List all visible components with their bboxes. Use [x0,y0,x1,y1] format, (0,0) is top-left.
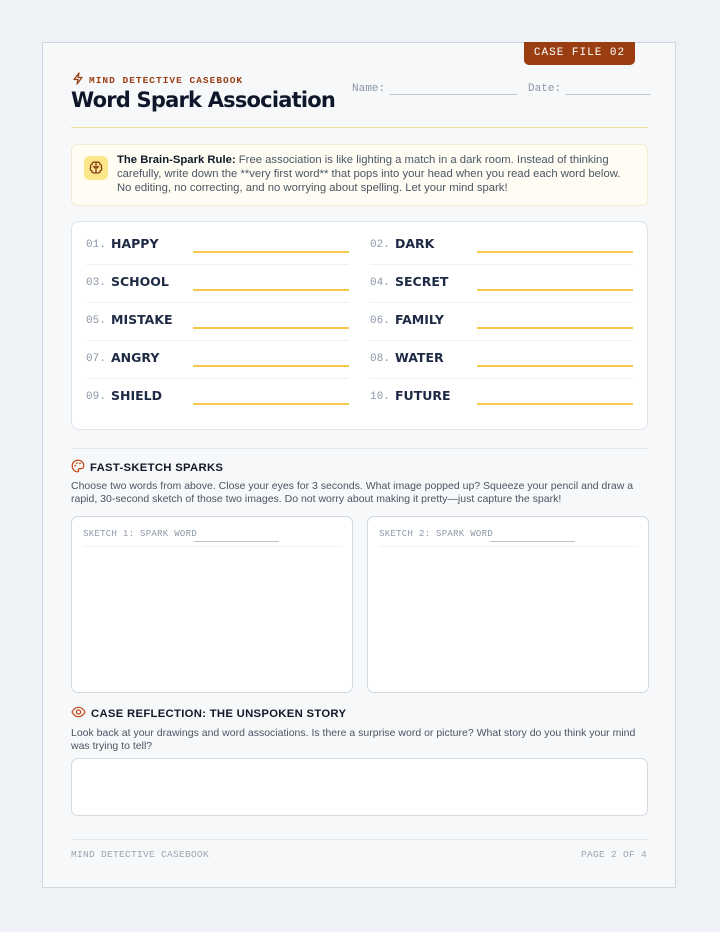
word-number: 09. [86,391,106,403]
eye-icon [71,706,86,721]
word-item [370,265,633,303]
reflection-prompt: Look back at your drawings and word associations. Is there a surprise word or picture? What story do you think your mind was trying to tell? [71,727,636,752]
rule-body: Free association is like lighting a match in a dark room. Instead of thinking carefully, write down the **very first word** that pops into your head when you read each word below. No editing, no correcting, and no worrying about spelling. Let your mind spark! [117,154,621,194]
word-item [370,379,633,417]
answer-line[interactable] [477,403,633,405]
word-number: 01. [86,239,106,251]
sketch-section-title: FAST-SKETCH SPARKS [90,461,224,474]
prompt-word: WATER [395,350,444,365]
case-file-badge: CASE FILE 02 [524,42,635,65]
word-number: 10. [370,391,390,403]
answer-line[interactable] [193,327,349,329]
answer-line[interactable] [193,365,349,367]
word-item [86,227,349,265]
sketch-label: SKETCH 2: SPARK WORD [379,529,494,539]
word-number: 04. [370,277,390,289]
answer-line[interactable] [193,403,349,405]
spark-word-line[interactable] [490,541,575,542]
sketch-box-1[interactable] [71,516,353,693]
word-item [370,303,633,341]
date-input-line[interactable] [566,80,650,95]
word-number: 08. [370,353,390,365]
answer-line[interactable] [477,251,633,253]
reflection-answer-box[interactable] [71,758,648,816]
prompt-word: ANGRY [111,350,160,365]
prompt-word: MISTAKE [111,312,173,327]
sketch-box-2[interactable] [367,516,649,693]
brain-icon [84,156,108,180]
name-field[interactable] [352,80,517,95]
eyebrow-label: MIND DETECTIVE CASEBOOK [89,74,244,86]
date-field[interactable] [528,80,650,95]
name-label: Name: [352,83,386,95]
lightning-icon [72,72,84,88]
section-divider [71,448,648,449]
name-input-line[interactable] [390,80,517,95]
word-number: 06. [370,315,390,327]
word-association-list [71,221,648,430]
prompt-word: SCHOOL [111,274,169,289]
prompt-word: HAPPY [111,236,159,251]
sketch-section-heading [71,459,223,476]
casebook-eyebrow [72,72,243,88]
word-number: 03. [86,277,106,289]
palette-icon [71,459,85,476]
word-number: 07. [86,353,106,365]
prompt-word: SECRET [395,274,449,289]
answer-line[interactable] [477,289,633,291]
brain-spark-rule-callout [71,144,648,206]
spark-word-line[interactable] [194,541,279,542]
rule-heading: The Brain-Spark Rule: [117,154,236,166]
footer-casebook: MIND DETECTIVE CASEBOOK [71,849,210,860]
sketch-header-divider [379,546,637,547]
header-divider [71,127,648,128]
page-title: Word Spark Association [71,88,336,112]
prompt-word: SHIELD [111,388,162,403]
footer-page-number: PAGE 2 OF 4 [580,849,647,860]
word-item [370,227,633,265]
sketch-header-divider [83,546,341,547]
rule-text [117,153,637,195]
footer-divider [71,839,648,840]
worksheet-page [42,42,676,888]
sketch-label: SKETCH 1: SPARK WORD [83,529,198,539]
answer-line[interactable] [193,251,349,253]
word-item [86,341,349,379]
answer-line[interactable] [477,327,633,329]
answer-line[interactable] [477,365,633,367]
reflection-section-heading [71,706,346,721]
prompt-word: FUTURE [395,388,451,403]
reflection-title: CASE REFLECTION: THE UNSPOKEN STORY [91,707,347,720]
word-number: 02. [370,239,390,251]
word-item [86,303,349,341]
prompt-word: FAMILY [395,312,444,327]
date-label: Date: [528,83,562,95]
word-item [86,265,349,303]
answer-line[interactable] [193,289,349,291]
word-item [86,379,349,417]
sketch-instructions: Choose two words from above. Close your eyes for 3 seconds. What image popped up? Squeeze your pencil and draw a rapid, 30-second sketch of those two images. Do not worry about making it pretty—just capture the spark! [71,480,634,505]
prompt-word: DARK [395,236,435,251]
word-item [370,341,633,379]
word-number: 05. [86,315,106,327]
